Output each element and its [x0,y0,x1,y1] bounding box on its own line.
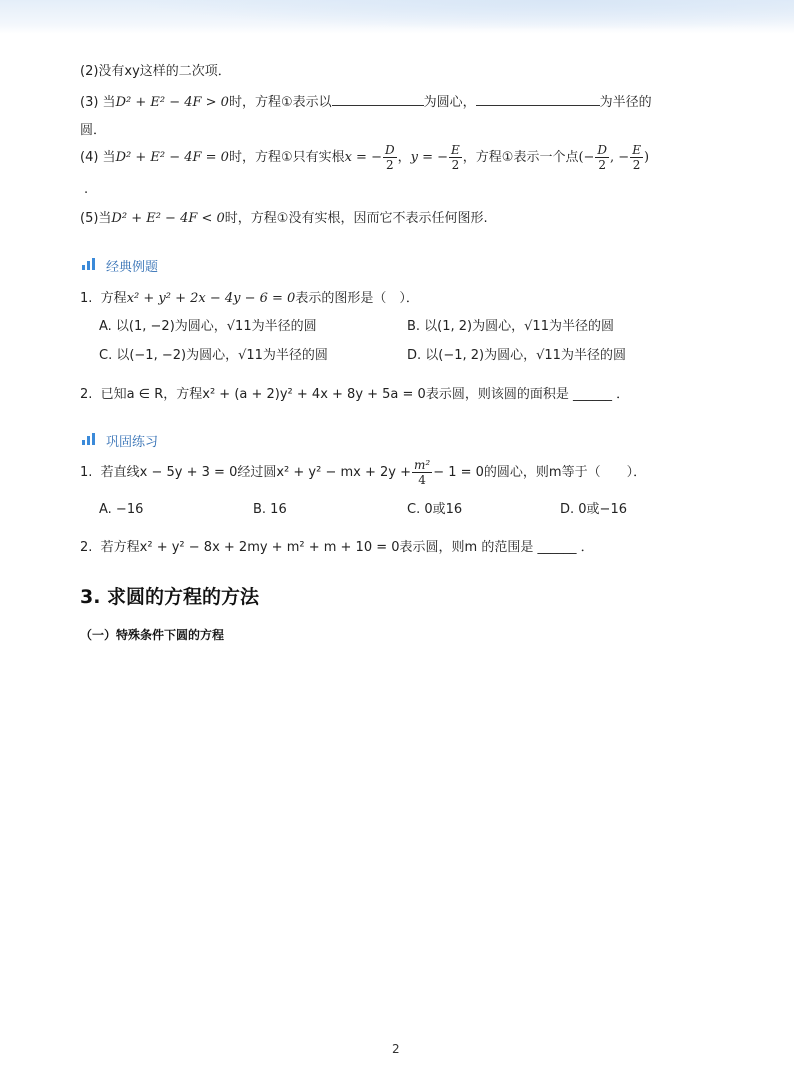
practice-q1 [80,457,646,489]
practice-q1-option-b[interactable]: B. 16 [253,502,287,517]
practice-q1-text-a: 若直线x − 5y + 3 = 0经过圆x² + y² − mx + 2y + [100,465,411,480]
header-wave [0,0,794,34]
header-band [0,0,794,34]
radius-blank[interactable] [476,92,600,106]
item-4-prefix: (4) 当 [80,150,116,165]
examples-heading: 经典例题 [106,260,159,275]
item-3-mid: 时，方程①表示以 [228,95,332,110]
item-5 [80,210,488,228]
item-4-line1: (4) 当D² + E² − 4F = 0时，方程①只有实根x = − $\frac{D}{2}$ ，y = − $\frac{E}{2}$ ，方程①表示一个点(− $\frac{D}{2}$ , − $\frac{E}{2}$ ) [80,143,650,172]
practice-q2-num: 2. [80,540,93,555]
example-q1-num: 1. [80,291,93,306]
bar-chart-icon-2 [82,433,98,445]
item-4-x: x = − [344,150,382,165]
example-q1-text-b: 表示的图形是（ ）． [295,291,419,306]
example-q1-option-d[interactable]: D. 以(−1, 2)为圆心，√11为半径的圆 [407,348,626,363]
example-q1-text-a: 方程 [100,291,127,306]
item-4-condition: D² + E² − 4F = 0 [115,150,229,165]
item-4-tail: ，方程①表示一个点 [462,150,579,165]
example-q1-formula: x² + y² + 2x − 4y − 6 = 0 [126,291,296,306]
frac-E-over-2: $\frac{E}{2}$ [451,143,460,172]
practice-q1-text-b: − 1 = 0的圆心，则m等于（ ）． [433,465,647,480]
frac-D-over-2: $\frac{D}{2}$ [384,143,395,172]
point-frac-E: $\frac{E}{2}$ [632,143,641,172]
center-blank[interactable] [332,92,424,106]
practice-q1-option-d[interactable]: D. 0或−16 [560,502,627,517]
practice-q1-option-c[interactable]: C. 0或16 [407,502,463,517]
practice-q2-text: 若方程x² + y² − 8x + 2my + m² + m + 10 = 0表示圆，则m 的范围是 ______ ． [100,540,594,555]
item-3-line1 [80,92,652,112]
item-3-condition: D² + E² − 4F > 0 [115,95,229,110]
item-3-line2: 圆． [80,123,107,138]
page-number: 2 [392,1042,400,1056]
item-4-mid: 时，方程①只有实根 [228,150,345,165]
item-4-line2: . [84,182,89,197]
item-3-radius-word: 为半径的 [599,95,652,110]
example-q1 [80,290,419,308]
practice-q1-option-a[interactable]: A. −16 [99,502,144,517]
practice-q1-num: 1. [80,465,93,480]
point-frac-D: $\frac{D}{2}$ [597,143,608,172]
example-q1-option-a[interactable]: A. 以(1, −2)为圆心，√11为半径的圆 [99,319,317,334]
practice-heading: 巩固练习 [106,435,159,450]
item-5-condition: D² + E² − 4F < 0 [111,211,225,226]
example-q2-text: 已知a ∈ R，方程x² + (a + 2)y² + 4x + 8y + 5a = 0表示圆，则该圆的面积是 ______ ． [100,387,630,402]
item-5-tail: 时，方程①没有实根，因而它不表示任何图形. [224,211,488,226]
item-5-prefix: (5)当 [80,211,112,226]
item-4-y: y = − [410,150,449,165]
example-q2 [80,386,629,404]
item-3-center-word: 为圆心， [423,95,476,110]
example-q1-option-c[interactable]: C. 以(−1, −2)为圆心，√11为半径的圆 [99,348,328,363]
bar-chart-icon [82,258,98,270]
example-q1-option-b[interactable]: B. 以(1, 2)为圆心，√11为半径的圆 [407,319,614,334]
item-3-prefix: (3) 当 [80,95,116,110]
example-q2-num: 2. [80,387,93,402]
frac-m2-over-4: $\frac{\text{m²}}{4}$ [413,458,431,487]
section-3-title: 3. 求圆的方程的方法 [80,586,260,608]
section-3-subtitle: （一）特殊条件下圆的方程 [80,628,225,642]
practice-q2 [80,539,594,557]
item-2: (2)没有xy这样的二次项． [80,64,231,79]
